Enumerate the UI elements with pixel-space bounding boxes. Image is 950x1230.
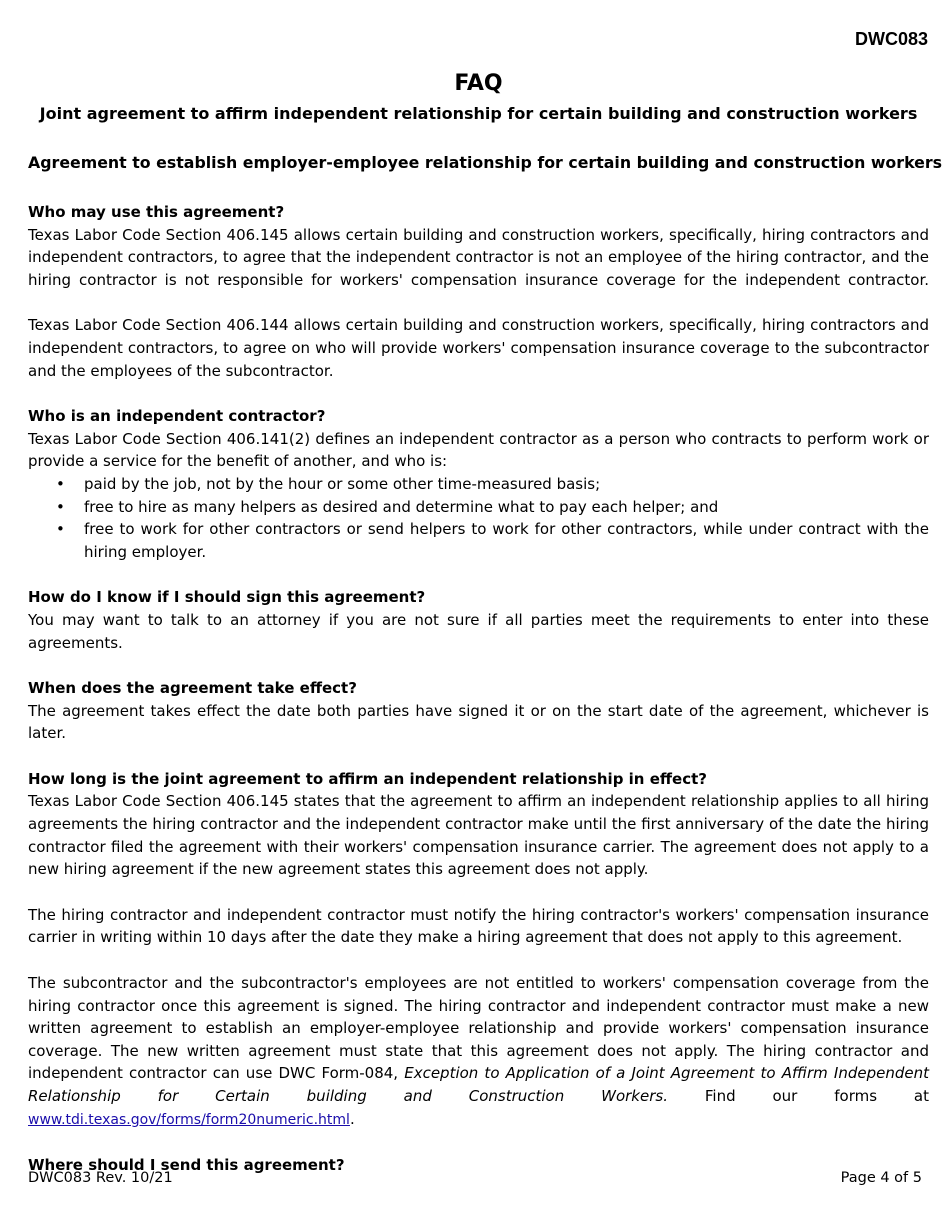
bullet-icon: •	[56, 497, 65, 516]
answer-how-long-p2: The hiring contractor and independent contractor must notify the hiring contractor's workers' compensation insurance carrier in writing within 10 days after the date they make a hiring agreement that does not apply to this agreement.	[28, 905, 929, 947]
answer-should-sign: You may want to talk to an attorney if you are not sure if all parties meet the requirements to enter into these agreements.	[28, 610, 929, 652]
page-title: FAQ	[454, 71, 503, 96]
bullet-icon: •	[56, 474, 65, 493]
question-who-is-ic: Who is an independent contractor?	[28, 407, 326, 426]
question-how-long: How long is the joint agreement to affirm an independent relationship in effect?	[28, 769, 707, 788]
answer-who-is-ic-p1: Texas Labor Code Section 406.141(2) defines an independent contractor as a person who contracts to perform work or provide a service for the benefit of another, and who is:	[28, 429, 929, 471]
form-084-title: Exception to Application of a Joint Agreement to Affirm Independent Relationship for Certain building and Construction Workers.	[28, 1064, 929, 1105]
subtitle-joint-agreement: Joint agreement to affirm independent relationship for certain building and construction workers	[39, 104, 918, 123]
list-item: • paid by the job, not by the hour or some other time-measured basis;	[28, 473, 929, 496]
question-should-sign: How do I know if I should sign this agreement?	[28, 588, 426, 607]
answer-take-effect: The agreement takes effect the date both parties have signed it or on the start date of the agreement, whichever is later.	[28, 701, 929, 743]
answer-who-may-use-p2: Texas Labor Code Section 406.144 allows certain building and construction workers, specifically, hiring contractors and independent contractors, to agree on who will provide workers' compensation insurance coverage to the subcontractor and the employees of the subcontractor.	[28, 316, 929, 380]
list-item: • free to work for other contractors or send helpers to work for other contractors, while under contract with the hiring employer.	[56, 520, 929, 561]
forms-link[interactable]: www.tdi.texas.gov/forms/form20numeric.html	[28, 1111, 350, 1128]
form-id: DWC083	[854, 29, 928, 49]
faq-sections	[28, 201, 929, 1177]
question-where-send: Where should I send this agreement?	[28, 1156, 345, 1175]
bullet-icon: •	[56, 520, 65, 539]
footer-page-number: Page 4 of 5	[840, 1170, 922, 1186]
list-item: • free to hire as many helpers as desired and determine what to pay each helper; and	[28, 496, 929, 519]
question-who-may-use: Who may use this agreement?	[28, 203, 285, 221]
ic-criteria-list	[28, 473, 929, 563]
answer-who-may-use-p1: Texas Labor Code Section 406.145 allows certain building and construction workers, specifically, hiring contractors and independent contractors, to agree that the independent contractor is not an employee of the hiring contractor, and the hiring contractor is not responsible for workers' compensation insurance coverage for the independent contractor.	[28, 225, 929, 289]
subtitle-employer-employee: Agreement to establish employer-employee relationship for certain building and construction workers	[28, 153, 943, 172]
question-take-effect: When does the agreement take effect?	[28, 679, 357, 698]
footer-revision: DWC083 Rev. 10/21	[28, 1170, 173, 1186]
answer-how-long-p3: The subcontractor and the subcontractor's employees are not entitled to workers' compensation coverage from the hiring contractor once this agreement is signed. The hiring contractor and independent contractor must make a new written agreement to establish an employer-employee relationship and provide workers' compensation insurance coverage. The new written agreement must state that this agreement does not apply. The hiring contractor and independent contractor can use DWC Form-084, Exception to Application of a Joint Agreement to Affirm Independent Relationship for Certain building and Construction Workers. Find our forms at www.tdi.texas.gov/forms/form20numeric.html.	[28, 974, 929, 1128]
answer-how-long-p1: Texas Labor Code Section 406.145 states that the agreement to affirm an independent relationship applies to all hiring agreements the hiring contractor and the independent contractor make until the first anniversary of the date the hiring contractor filed the agreement with their workers' compensation insurance carrier. The agreement does not apply to a new hiring agreement if the new agreement states this agreement does not apply.	[28, 792, 929, 879]
